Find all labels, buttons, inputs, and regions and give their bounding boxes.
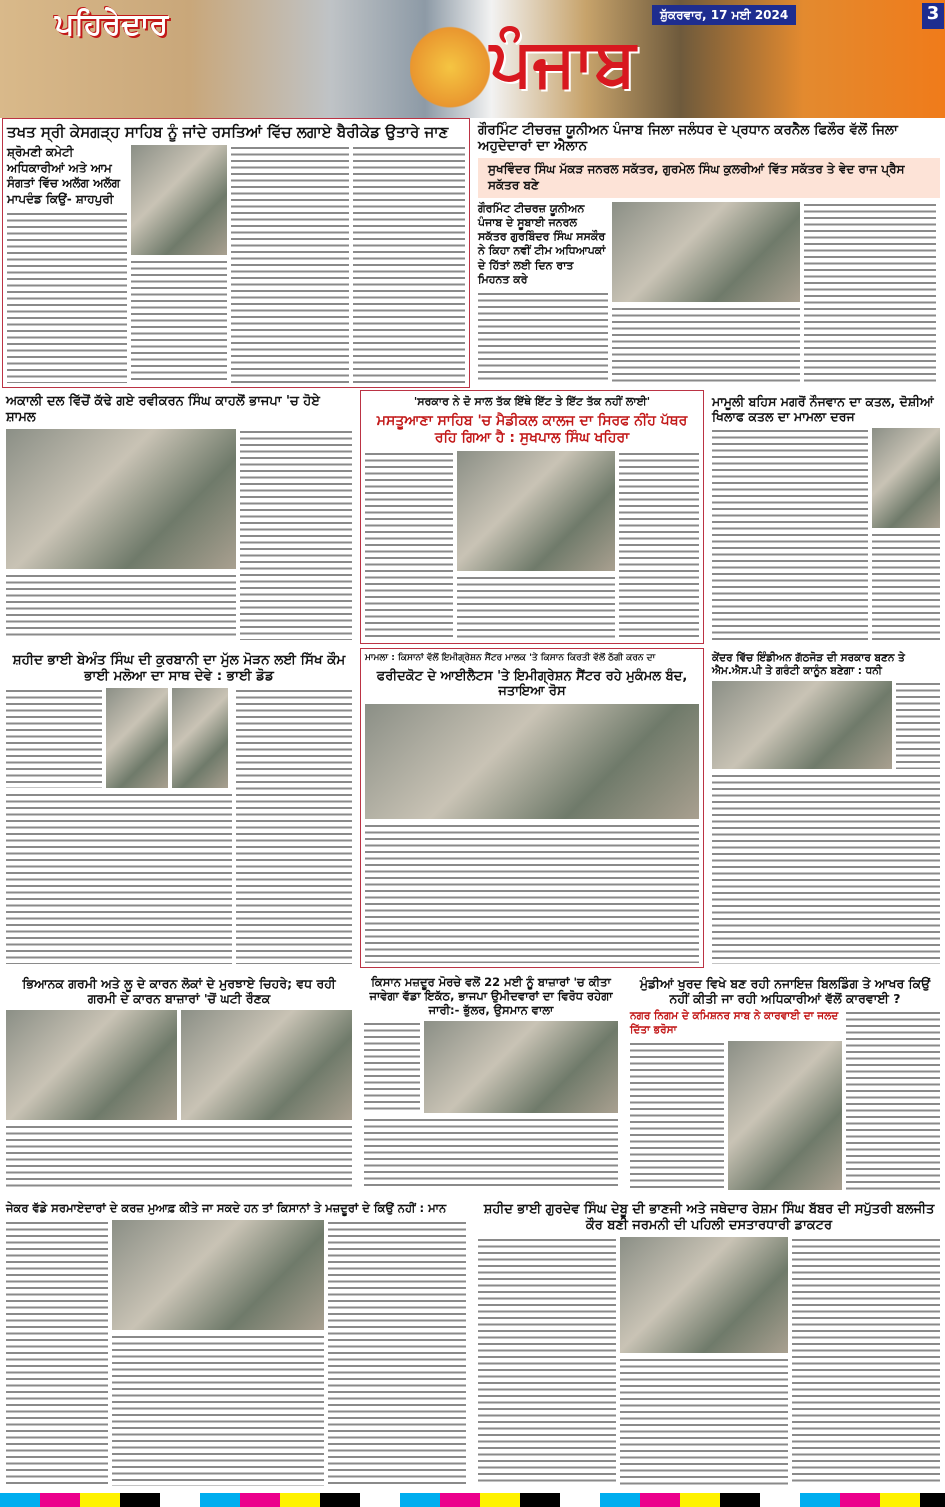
kicker: 'ਸਰਕਾਰ ਨੇ ਦੋ ਸਾਲ ਤੱਕ ਇੱਥੇ ਇੱਟ ਤੇ ਇੱਟ ਤੱਕ ਨਹੀਂ ਲਾਈ' — [413, 395, 651, 408]
body-text — [478, 1237, 616, 1486]
article-illegal-building — [626, 972, 944, 1194]
article-beant-singh — [2, 648, 356, 968]
body-text — [478, 291, 608, 384]
body-text — [6, 1220, 108, 1486]
article-heat — [2, 972, 356, 1194]
article-kisan-morcha — [360, 972, 622, 1194]
photo — [872, 428, 940, 528]
article-kesgarh — [2, 118, 470, 388]
article-dhani — [708, 648, 944, 968]
headline: ਮੁੰਡੀਆਂ ਖੁਰਦ ਵਿਖੇ ਬਣ ਰਹੀ ਨਜਾਇਜ਼ ਬਿਲਡਿੰਗ ਤੇ ਆਖਰ ਕਿਉਂ ਨਹੀਂ ਕੀਤੀ ਜਾ ਰਹੀ ਅਧਿਕਾਰੀਆਂ ਵੱਲੋਂ ਕਾਰਵਾਈ ? — [639, 976, 931, 1006]
body-text — [112, 1334, 324, 1486]
photo — [131, 145, 227, 255]
body-text — [792, 1237, 940, 1486]
article-loan-waiver — [2, 1198, 470, 1490]
photo — [6, 429, 236, 569]
headline: ਭਿਆਨਕ ਗਰਮੀ ਅਤੇ ਲੂ ਦੇ ਕਾਰਨ ਲੋਕਾਂ ਦੇ ਮੁਰਝਾਏ ਚਿਹਰੇ; ਵਧ ਰਹੀ ਗਰਮੀ ਦੇ ਕਾਰਨ ਬਾਜ਼ਾਰਾਂ 'ਚੋਂ ਘਟੀ ਰੌਣਕ — [22, 976, 336, 1006]
photo — [728, 1041, 842, 1190]
article-faridkot — [360, 648, 704, 968]
photo — [424, 1021, 618, 1113]
body-text — [872, 532, 940, 640]
body-text — [364, 1021, 420, 1113]
photo — [181, 1010, 352, 1120]
article-teachers-union — [474, 118, 944, 388]
section-logo: ਪਹਿਰੇਦਾਰ — [55, 7, 169, 42]
body-text — [353, 145, 465, 383]
body-text — [630, 1041, 724, 1190]
body-text — [240, 429, 352, 640]
body-text — [6, 792, 232, 964]
photo — [106, 688, 168, 788]
body-text — [6, 1124, 352, 1190]
headline: ਕਿਸਾਨ ਮਜ਼ਦੂਰ ਮੋਰਚੇ ਵਲੋਂ 22 ਮਈ ਨੂੰ ਬਾਜ਼ਾਰਾਂ 'ਚ ਕੀਤਾ ਜਾਵੇਗਾ ਵੱਡਾ ਇਕੱਠ, ਭਾਜਪਾ ਉਮੀਦਵਾਰਾਂ ਦਾ ਵਿਰੋਧ ਰਹੇਗਾ ਜਾਰੀ:- ਭੁੱਲਰ, ਉਸਮਾਨ ਵਾਲਾ — [369, 975, 613, 1017]
kicker: ਗੌਰਮਿੰਟ ਟੀਚਰਜ਼ ਯੂਨੀਅਨ ਪੰਜਾਬ ਦੇ ਸੂਬਾਈ ਜਨਰਲ ਸਕੱਤਰ ਗੁਰਬਿੰਦਰ ਸਿੰਘ ਸਸਕੌਰ ਨੇ ਕਿਹਾ ਨਵੀਂ ਟੀਮ ਅਧਿਆਪਕਾਂ ਦੇ ਹਿੱਤਾਂ ਲਈ ਦਿਨ ਰਾਤ ਮਿਹਨਤ ਕਰੇ — [478, 201, 606, 287]
body-text — [804, 202, 936, 384]
headline: ਸ਼ਹੀਦ ਭਾਈ ਗੁਰਦੇਵ ਸਿੰਘ ਦੇਬੂ ਦੀ ਭਾਣਜੀ ਅਤੇ ਜਥੇਦਾਰ ਰੇਸ਼ਮ ਸਿੰਘ ਬੱਬਰ ਦੀ ਸਪੁੱਤਰੀ ਬਲਜੀਤ ਕੌਰ ਬਣੀ ਜਰਮਨੀ ਦੀ ਪਹਿਲੀ ਦਸਤਾਰਧਾਰੀ ਡਾਕਟਰ — [483, 1202, 935, 1233]
body-text — [365, 823, 699, 963]
kicker: ਮਾਮਲਾ : ਕਿਸਾਨਾਂ ਵੱਲੋਂ ਇਮੀਗ੍ਰੇਸ਼ਨ ਸੈਂਟਰ ਮਾਲਕ 'ਤੇ ਕਿਸਾਨ ਕਿਰਤੀ ਵੱਲੋਂ ਠੱਗੀ ਕਰਨ ਦਾ — [365, 653, 656, 663]
page-number: 3 — [922, 3, 944, 29]
photo — [612, 202, 800, 302]
photo — [712, 681, 892, 769]
body-text — [6, 688, 102, 788]
headline: ਜੇਕਰ ਵੱਡੇ ਸਰਮਾਏਦਾਰਾਂ ਦੇ ਕਰਜ਼ ਮੁਆਫ਼ ਕੀਤੇ ਜਾ ਸਕਦੇ ਹਨ ਤਾਂ ਕਿਸਾਨਾਂ ਤੇ ਮਜ਼ਦੂਰਾਂ ਦੇ ਕਿਉਂ ਨਹੀਂ : ਮਾਨ — [6, 1201, 447, 1215]
body-text — [619, 451, 699, 639]
body-text — [131, 259, 227, 383]
headline: ਫਰੀਦਕੋਟ ਦੇ ਆਈਲੈਟਸ 'ਤੇ ਇਮੀਗ੍ਰੇਸ਼ਨ ਸੈਂਟਰ ਰਹੇ ਮੁਕੰਮਲ ਬੰਦ, ਜਤਾਇਆ ਰੋਸ — [376, 668, 688, 700]
article-murder — [708, 390, 944, 644]
body-text — [236, 688, 352, 964]
body-text — [712, 773, 940, 964]
photo — [6, 1010, 177, 1120]
headline: ਮਾਮੂਲੀ ਬਹਿਸ ਮਗਰੋਂ ਨੌਜਵਾਨ ਦਾ ਕਤਲ, ਦੋਸ਼ੀਆਂ ਖਿਲਾਫ ਕਤਲ ਦਾ ਮਾਮਲਾ ਦਰਜ — [712, 394, 934, 424]
photo — [172, 688, 228, 788]
article-mastuana — [360, 390, 704, 644]
subhead: ਨਗਰ ਨਿਗਮ ਦੇ ਕਮਿਸ਼ਨਰ ਸਾਬ ਨੇ ਕਾਰਵਾਈ ਦਾ ਜਲਦ ਦਿੱਤਾ ਭਰੋਸਾ — [630, 1010, 839, 1036]
headline: ਮਸਤੂਆਣਾ ਸਾਹਿਬ 'ਚ ਮੈਡੀਕਲ ਕਾਲਜ ਦਾ ਸਿਰਫ ਨੀਂਹ ਪੱਥਰ ਰਹਿ ਗਿਆ ਹੈ : ਸੁਖਪਾਲ ਸਿੰਘ ਖਹਿਰਾ — [376, 413, 688, 447]
body-text — [612, 306, 800, 384]
headline: ਤਖਤ ਸ੍ਰੀ ਕੇਸਗੜ੍ਹ ਸਾਹਿਬ ਨੂੰ ਜਾਂਦੇ ਰਸਤਿਆਂ ਵਿੱਚ ਲਗਾਏ ਬੈਰੀਕੇਡ ਉਤਾਰੇ ਜਾਣ — [7, 123, 449, 141]
body-text — [457, 575, 615, 639]
article-doctor — [474, 1198, 944, 1490]
article-akali-dal — [2, 390, 356, 644]
body-text — [7, 211, 127, 383]
photo — [365, 704, 699, 819]
photo — [112, 1220, 324, 1330]
headline: ਕੇਂਦਰ ਵਿੱਚ ਇੰਡੀਅਨ ਗੱਠਜੋੜ ਦੀ ਸਰਕਾਰ ਬਣਨ ਤੇ ਐਮ.ਐਸ.ਪੀ ਤੇ ਗਰੰਟੀ ਕਾਨੂੰਨ ਬਣੇਗਾ : ਧਨੀ — [712, 652, 905, 677]
subhead-band: ਸੁਖਵਿੰਦਰ ਸਿੰਘ ਮੱਕੜ ਜਨਰਲ ਸਕੱਤਰ, ਗੁਰਮੇਲ ਸਿੰਘ ਕੁਲਰੀਆਂ ਵਿੱਤ ਸਕੱਤਰ ਤੇ ਵੇਦ ਰਾਜ ਪ੍ਰੈਸ ਸਕੱਤਰ ਬਣੇ — [478, 158, 940, 197]
issue-date: ਸ਼ੁੱਕਰਵਾਰ, 17 ਮਈ 2024 — [652, 5, 796, 25]
color-registration-bar — [0, 1493, 945, 1507]
body-text — [231, 145, 349, 383]
subhead: ਸ਼੍ਰੋਮਣੀ ਕਮੇਟੀ ਅਧਿਕਾਰੀਆਂ ਅਤੇ ਆਮ ਸੰਗਤਾਂ ਵਿੱਚ ਅਲੱਗ ਅਲੱਗ ਮਾਪਦੰਡ ਕਿਉਂ- ਸ਼ਾਹਪੁਰੀ — [7, 145, 120, 206]
body-text — [364, 1117, 618, 1190]
body-text — [846, 1010, 940, 1190]
region-title: ਪੰਜਾਬ — [490, 24, 636, 101]
body-text — [620, 1357, 788, 1486]
punjab-map-graphic — [410, 15, 490, 110]
headline: ਅਕਾਲੀ ਦਲ ਵਿੱਚੋਂ ਕੱਢੇ ਗਏ ਰਵੀਕਰਨ ਸਿੰਘ ਕਾਹਲੋਂ ਭਾਜਪਾ 'ਚ ਹੋਏ ਸ਼ਾਮਲ — [6, 394, 320, 425]
body-text — [328, 1220, 466, 1486]
headline: ਸ਼ਹੀਦ ਭਾਈ ਬੇਅੰਤ ਸਿੰਘ ਦੀ ਕੁਰਬਾਨੀ ਦਾ ਮੁੱਲ ਮੋੜਨ ਲਈ ਸਿੱਖ ਕੌਮ ਭਾਈ ਮਲੋਆ ਦਾ ਸਾਥ ਦੇਵੇ : ਭਾਈ ਡੋਡ — [12, 652, 346, 685]
body-text — [712, 428, 868, 640]
photo — [457, 451, 615, 571]
photo — [620, 1237, 788, 1353]
body-text — [6, 573, 236, 640]
body-text — [896, 681, 940, 769]
body-text — [365, 451, 453, 639]
headline: ਗੌਰਮਿੰਟ ਟੀਚਰਜ਼ ਯੂਨੀਅਨ ਪੰਜਾਬ ਜਿਲਾ ਜਲੰਧਰ ਦੇ ਪ੍ਰਧਾਨ ਕਰਨੈਲ ਫਿਲੌਰ ਵੱਲੋਂ ਜਿਲਾ ਅਹੁਦੇਦਾਰਾਂ ਦਾ ਐਲਾਨ — [478, 122, 898, 155]
